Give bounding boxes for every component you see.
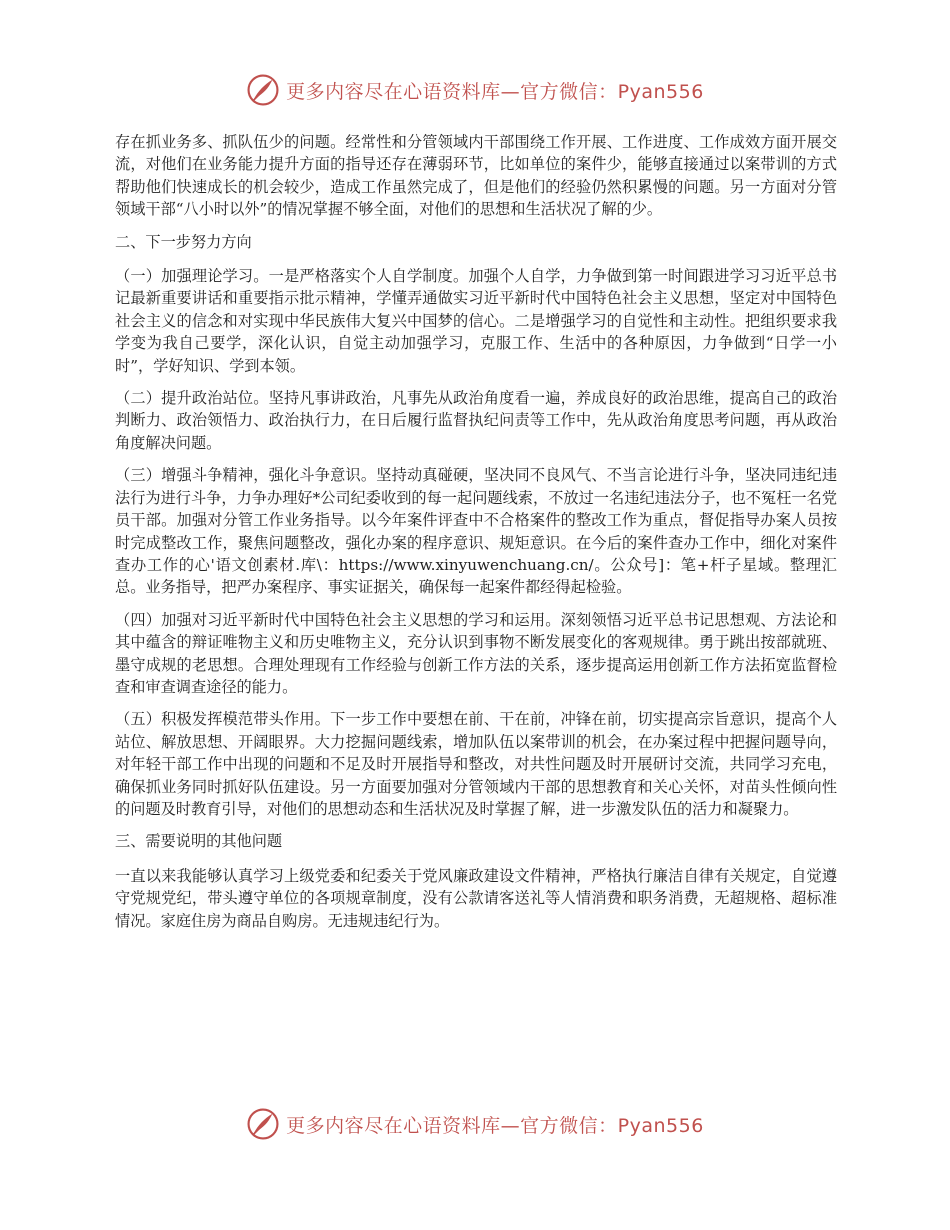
feather-quill-logo-icon — [246, 1107, 280, 1141]
paragraph-2-4: （四）加强对习近平新时代中国特色社会主义思想的学习和运用。深刻领悟习近平总书记思想观、方法论和其中蕴含的辩证唯物主义和历史唯物主义，充分认识到事物不断发展变化的客观规律。勇于跳出按部就班、墨守成规的老思想。合理处理现有工作经验与创新工作方法的关系，逐步提高运用创新工作方法拓宽监督检查和审查调查途径的能力。 — [115, 610, 837, 696]
header-banner-text: 更多内容尽在心语资料库—官方微信：Pyan556 — [286, 80, 704, 103]
section-heading-3: 三、需要说明的其他问题 — [115, 832, 283, 851]
paragraph-3-1: 一直以来我能够认真学习上级党委和纪委关于党风廉政建设文件精神，严格执行廉洁自律有关规定，自觉遵守党规党纪，带头遵守单位的各项规章制度，没有公款请客送礼等人情消费和职务消费，无超规格、超标准情况。家庭住房为商品自购房。无违规违纪行为。 — [115, 866, 837, 930]
feather-quill-logo-icon — [246, 73, 280, 107]
footer-banner — [0, 1104, 950, 1144]
paragraph-intro: 存在抓业务多、抓队伍少的问题。经常性和分管领域内干部围绕工作开展、工作进度、工作成效方面开展交流，对他们在业务能力提升方面的指导还存在薄弱环节，比如单位的案件少，能够直接通过以案带训的方式帮助他们快速成长的机会较少，造成工作虽然完成了，但是他们的经验仍然积累慢的问题。另一方面对分管领域干部“八小时以外”的情况掌握不够全面，对他们的思想和生活状况了解的少。 — [115, 133, 837, 219]
paragraph-2-2: （二）提升政治站位。坚持凡事讲政治，凡事先从政治角度看一遍，养成良好的政治思维，提高自己的政治判断力、政治领悟力、政治执行力，在日后履行监督执纪问责等工作中，先从政治角度思考问题，再从政治角度解决问题。 — [115, 389, 837, 452]
header-banner — [0, 70, 950, 110]
paragraph-2-3: （三）增强斗争精神，强化斗争意识。坚持动真碰硬，坚决同不良风气、不当言论进行斗争，坚决同违纪违法行为进行斗争，力争办理好*公司纪委收到的每一起问题线索，不放过一名违纪违法分子，也不冤枉一名党员干部。加强对分管工作业务指导。以今年案件评查中不合格案件的整改工作为重点，督促指导办案人员按时完成整改工作，聚焦问题整改，强化办案的程序意识、规矩意识。在今后的案件查办工作中，细化对案件查办工作的心'语文创素材.库\：https://www.xinyuwenchuang.cn/。公众号]：笔+杆子星域。整理汇总。业务指导，把严办案程序、事实证据关，确保每一起案件都经得起检验。 — [115, 466, 837, 597]
paragraph-2-5: （五）积极发挥模范带头作用。下一步工作中要想在前、干在前，冲锋在前，切实提高宗旨意识，提高个人站位、解放思想、开阔眼界。大力挖掘问题线索，增加队伍以案带训的机会，在办案过程中把握问题导向，对年轻干部工作中出现的问题和不足及时开展指导和整改，对共性问题及时开展研讨交流，共同学习充电，确保抓业务同时抓好队伍建设。另一方面要加强对分管领域内干部的思想教育和关心关怀，对苗头性倾向性的问题及时教育引导，对他们的思想动态和生活状况及时掌握了解，进一步激发队伍的活力和凝聚力。 — [115, 710, 837, 818]
section-heading-2: 二、下一步努力方向 — [115, 232, 252, 251]
document-body — [115, 131, 837, 942]
footer-banner-text: 更多内容尽在心语资料库—官方微信：Pyan556 — [286, 1114, 704, 1137]
paragraph-2-1: （一）加强理论学习。一是严格落实个人自学制度。加强个人自学，力争做到第一时间跟进学习习近平总书记最新重要讲话和重要指示批示精神，学懂弄通做实习近平新时代中国特色社会主义思想，坚定对中国特色社会主义的信念和对实现中华民族伟大复兴中国梦的信心。二是增强学习的自觉性和主动性。把组织要求我学变为我自己要学，深化认识，自觉主动加强学习，克服工作、生活中的各种原因，力争做到“日学一小时”，学好知识、学到本领。 — [115, 267, 837, 375]
